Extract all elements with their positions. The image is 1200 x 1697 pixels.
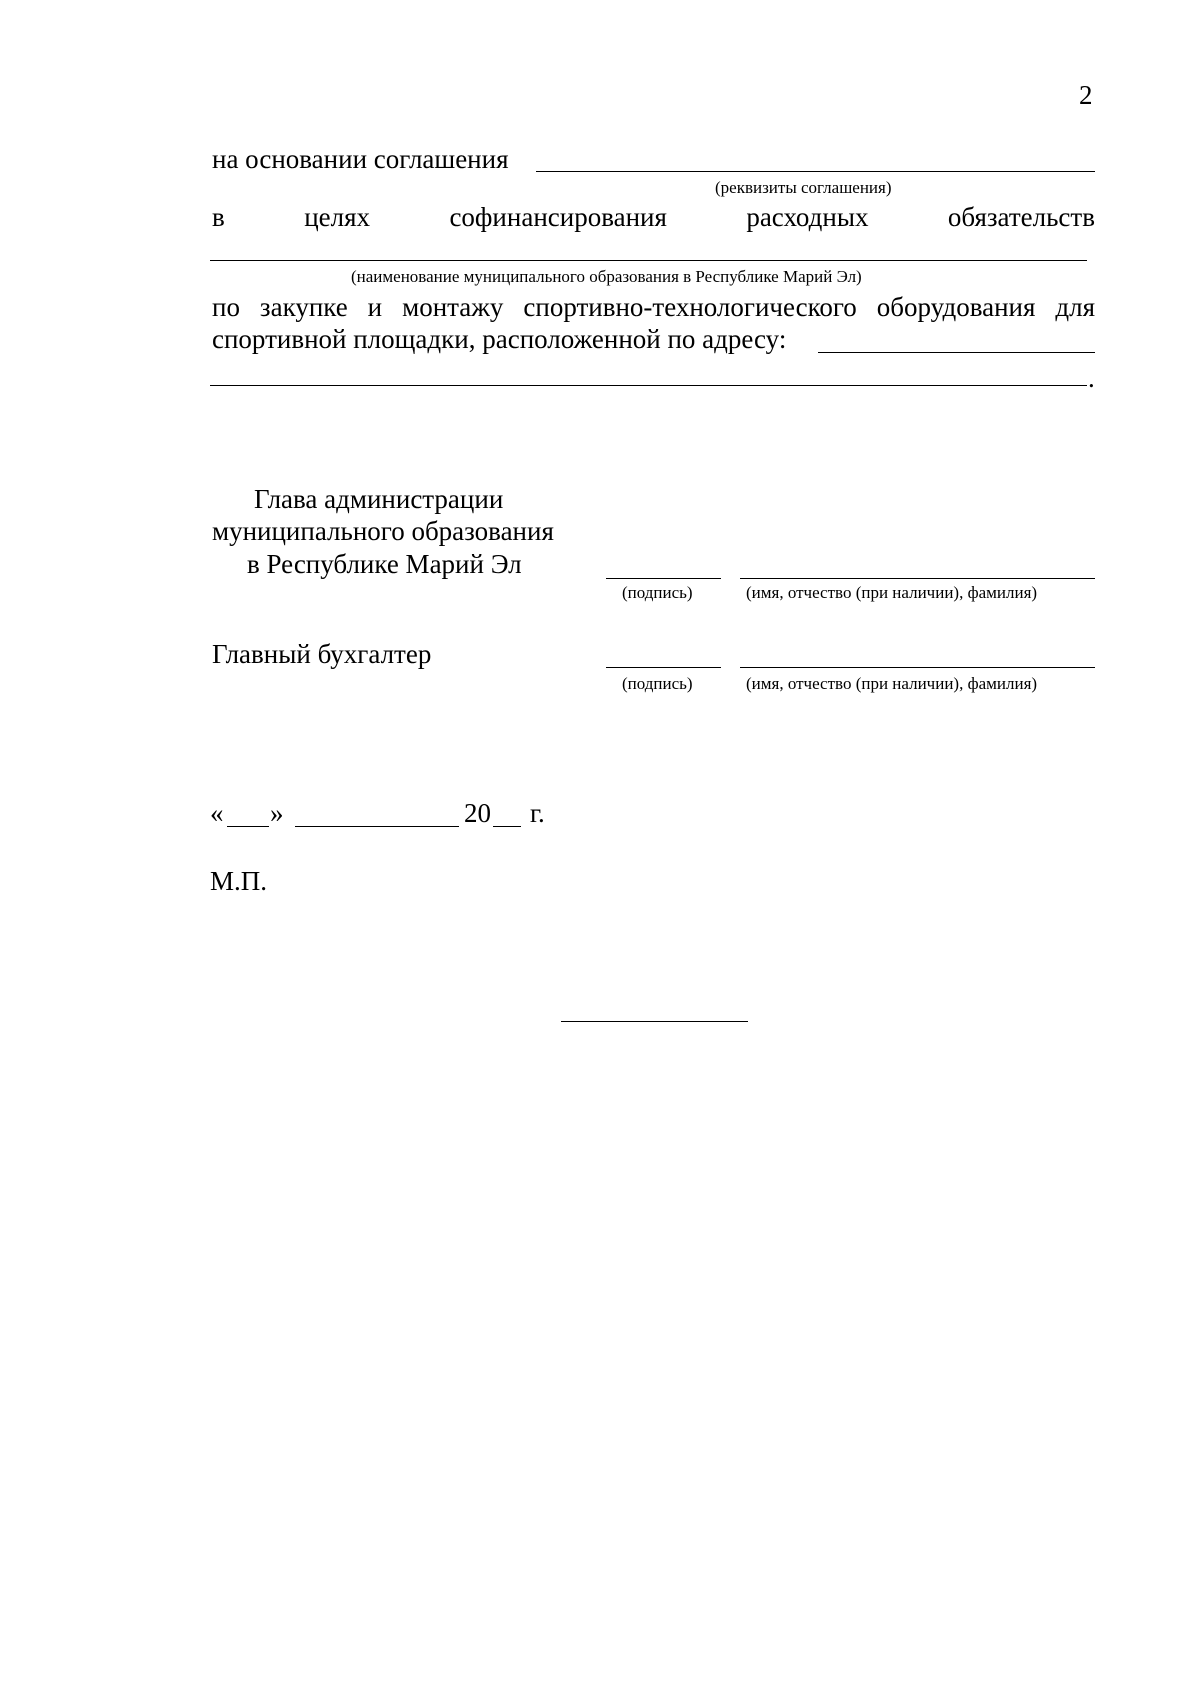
- head-signature-line: [606, 578, 721, 579]
- date-year-suffix: г.: [530, 798, 545, 828]
- head-title-line-2: муниципального образования: [212, 516, 554, 546]
- head-name-caption: (имя, отчество (при наличии), фамилия): [746, 583, 1038, 602]
- municipality-caption: (наименование муниципального образования в Республике Марий Эл): [351, 267, 862, 286]
- head-name-line: [740, 578, 1095, 579]
- date-year-line: [493, 826, 521, 827]
- accountant-name-line: [740, 667, 1095, 668]
- head-title-line-1: Глава администрации: [254, 484, 504, 514]
- purpose-word: софинансирования: [449, 202, 667, 232]
- head-signature-caption: (подпись): [622, 583, 693, 602]
- purpose-word: в: [212, 202, 225, 232]
- head-title-line-3: в Республике Марий Эл: [247, 549, 522, 579]
- end-period: .: [1088, 363, 1095, 393]
- purpose-word: расходных: [746, 202, 869, 232]
- address-field-line-2: [210, 385, 1087, 386]
- date-open-quote: «: [210, 798, 224, 828]
- page-number: 2: [1079, 80, 1093, 110]
- accountant-signature-line: [606, 667, 721, 668]
- procurement-line-2: спортивной площадки, расположенной по адресу:: [212, 324, 787, 354]
- end-separator-line: [561, 1021, 748, 1022]
- municipality-field-line: [210, 260, 1087, 261]
- purpose-word: обязательств: [947, 202, 1095, 232]
- procurement-text-1: по закупке и монтажу спортивно-технологического оборудования для: [212, 292, 1095, 322]
- agreement-caption: (реквизиты соглашения): [715, 178, 892, 197]
- address-field-line-1: [818, 352, 1095, 353]
- accountant-title: Главный бухгалтер: [212, 639, 432, 669]
- accountant-name-caption: (имя, отчество (при наличии), фамилия): [746, 674, 1038, 693]
- stamp-label: М.П.: [210, 866, 268, 896]
- agreement-label: на основании соглашения: [212, 144, 509, 174]
- purpose-word: целях: [304, 202, 371, 232]
- agreement-field-line: [536, 171, 1095, 172]
- date-day-line: [227, 826, 269, 827]
- procurement-line-1: [212, 291, 1095, 323]
- date-year-prefix: 20: [464, 798, 491, 828]
- date-month-line: [295, 826, 459, 827]
- date-close-quote: »: [270, 798, 284, 828]
- accountant-signature-caption: (подпись): [622, 674, 693, 693]
- purpose-line: [212, 201, 1095, 233]
